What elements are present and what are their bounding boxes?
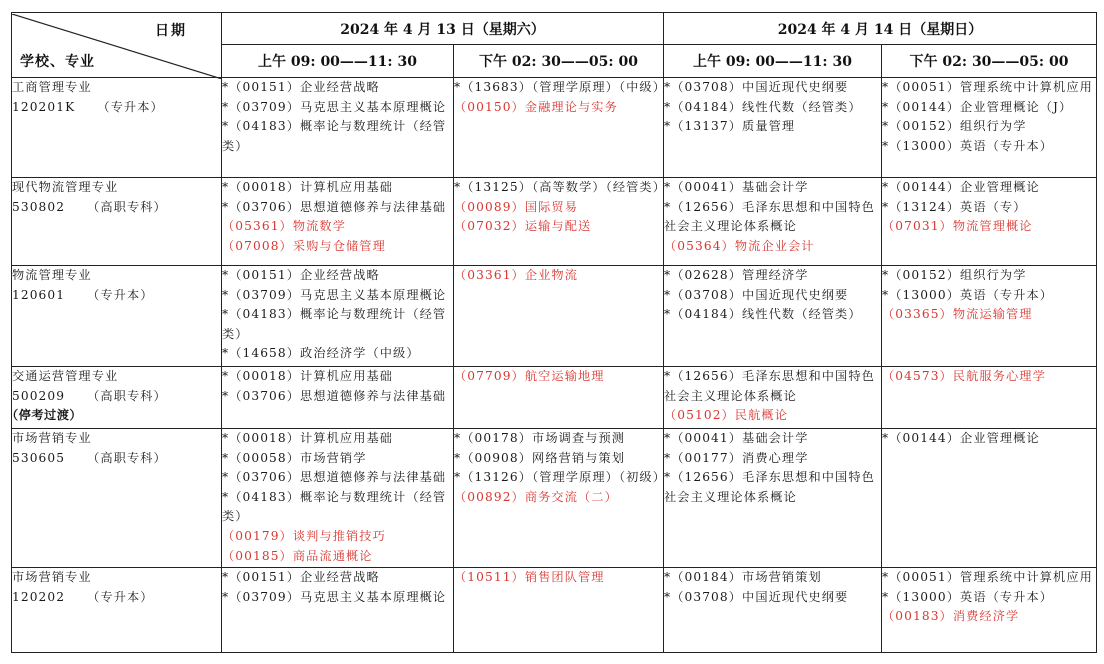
course-item-new: （00179）谈判与推销技巧 [222,528,386,543]
course-item: *（00144）企业管理概论 [882,180,1040,194]
major-code: 120201K [12,99,76,114]
course-item: *（00151）企业经营战略 [222,268,380,282]
course-item-new: （04573）民航服务心理学 [882,369,1046,383]
major-level: （高职专科） [87,450,167,465]
course-item: *（00051）管理系统中计算机应用 [882,80,1093,94]
session-cell [454,266,664,367]
course-item: *（03706）思想道德修养与法律基础 [222,199,447,214]
course-item: *（12656）毛泽东思想和中国特色社会主义理论体系概论 [664,470,875,504]
session-header: 上午 09: 00——11: 30 [222,45,454,78]
course-item-new: （00183）消费经济学 [882,609,1020,624]
course-item: *（00177）消费心理学 [664,450,809,465]
session-cell [222,367,454,429]
table-row [12,429,1097,568]
session-cell [664,568,882,653]
session-cell [664,78,882,178]
major-code-line [12,387,221,407]
course-item: *（04183）概率论与数理统计（经管类） [222,119,447,153]
course-item: *（00151）企业经营战略 [222,570,380,584]
major-name: 工商管理专业 [12,80,92,94]
course-item-new: （05364）物流企业会计 [664,238,815,253]
course-item: *（03708）中国近现代史纲要 [664,589,849,604]
session-cell [454,568,664,653]
table-row [12,266,1097,367]
major-name: 市场营销专业 [12,570,92,584]
course-item: *（13000）英语（专升本） [882,138,1054,153]
major-name: 市场营销专业 [12,431,92,445]
major-code: 120601 [12,287,66,302]
session-cell [882,266,1097,367]
course-item: *（00018）计算机应用基础 [222,180,394,194]
course-item: *（03709）马克思主义基本原理概论 [222,287,447,302]
major-code-line [12,588,221,608]
course-item: *（12656）毛泽东思想和中国特色社会主义理论体系概论 [664,199,875,234]
session-cell [222,266,454,367]
major-code-line [12,98,221,118]
course-item: *（03709）马克思主义基本原理概论 [222,99,447,114]
course-item-new: （07008）采购与仓储管理 [222,238,386,253]
session-cell [882,78,1097,178]
course-item: *（03709）马克思主义基本原理概论 [222,589,447,604]
major-level: （专升本） [97,99,164,114]
session-cell [222,568,454,653]
course-item: *（04183）概率论与数理统计（经管类） [222,307,447,341]
course-item: *（03708）中国近现代史纲要 [664,80,849,94]
session-cell [454,78,667,178]
session-cell [882,367,1097,429]
course-item: *（00018）计算机应用基础 [222,369,394,383]
course-item-new: （10511）销售团队管理 [454,570,605,584]
course-item-new: （05361）物流数学 [222,219,346,234]
table-row [12,367,1097,429]
major-cell [12,568,222,653]
major-cell [12,429,222,568]
exam-schedule-table [6,12,1097,653]
course-item: *（13000）英语（专升本） [882,589,1054,604]
major-name: 现代物流管理专业 [12,180,119,194]
major-code-line [12,449,221,469]
session-cell [664,367,882,429]
session-cell [882,429,1097,568]
course-item: *（02628）管理经济学 [664,268,809,282]
session-cell [454,429,667,568]
session-cell [454,367,664,429]
course-item: *（00151）企业经营战略 [222,80,380,94]
course-item: *（00144）企业管理概论 [882,431,1040,445]
major-cell [6,367,222,429]
table-row [12,178,1097,266]
day-header-1: 2024 年 4 月 13 日（星期六） [222,13,664,45]
course-item: *（04183）概率论与数理统计（经管类） [222,489,447,524]
course-item: *（13125）（高等数学）（经管类） [454,180,667,194]
course-item: *（13126）（管理学原理）（初级） [454,470,667,485]
session-cell [664,429,882,568]
course-item: *（00152）组织行为学 [882,119,1027,134]
session-cell [222,78,454,178]
major-name: 交通运营管理专业 [12,369,119,383]
course-item-new: （03365）物流运输管理 [882,307,1033,322]
suspension-note: （停考过渡） [6,408,83,423]
session-cell [222,178,454,266]
table-row [12,78,1097,178]
course-item: *（03706）思想道德修养与法律基础 [222,388,447,403]
course-item: *（00058）市场营销学 [222,450,367,465]
course-item: *（13137）质量管理 [664,119,796,134]
course-item: *（00041）基础会计学 [664,180,809,194]
session-header: 下午 02: 30——05: 00 [454,45,664,78]
major-cell [12,78,222,178]
course-item: *（13000）英语（专升本） [882,287,1054,302]
major-level: （高职专科） [87,388,167,403]
course-item: *（00152）组织行为学 [882,268,1027,282]
session-cell [882,178,1097,266]
session-cell [882,568,1097,653]
course-item: *（00908）网络营销与策划 [454,450,626,465]
course-item-new: （00185）商品流通概论 [222,548,373,563]
course-item: *（03708）中国近现代史纲要 [664,287,849,302]
corner-school-label: 学校、专业 [20,53,95,70]
table-row [12,568,1097,653]
course-item-new: （07031）物流管理概论 [882,219,1033,234]
session-cell [454,178,667,266]
course-item-new: （00150）金融理论与实务 [454,99,618,114]
major-code-line [12,286,221,306]
major-level: （专升本） [87,589,154,604]
course-item: *（00018）计算机应用基础 [222,431,394,445]
major-level: （专升本） [87,287,154,302]
session-cell [664,178,882,266]
course-item: *（00051）管理系统中计算机应用 [882,570,1093,584]
course-item-new: （07032）运输与配送 [454,219,592,234]
course-item-new: （00089）国际贸易 [454,199,578,214]
course-item-new: （05102）民航概论 [664,408,788,423]
session-cell [222,429,454,568]
major-name: 物流管理专业 [12,268,92,282]
major-level: （高职专科） [87,199,167,214]
corner-header [12,13,222,78]
session-header: 上午 09: 00——11: 30 [664,45,882,78]
course-item: *（00184）市场营销策划 [664,570,822,584]
course-item: *（03706）思想道德修养与法律基础 [222,470,447,485]
major-code: 530802 [12,199,66,214]
major-code: 530605 [12,450,66,465]
course-item-new: （07709）航空运输地理 [454,369,605,383]
major-cell [12,178,222,266]
course-item: *（13683）（管理学原理）（中级） [454,80,667,94]
course-item: *（00041）基础会计学 [664,431,809,445]
major-cell [12,266,222,367]
course-item: *（00144）企业管理概论（J） [882,99,1073,114]
course-item: *（12656）毛泽东思想和中国特色社会主义理论体系概论 [664,369,875,403]
course-item-new: （03361）企业物流 [454,268,578,282]
course-item: *（13124）英语（专） [882,199,1027,214]
major-code: 500209 [12,388,66,403]
course-item: *（00178）市场调查与预测 [454,431,626,445]
major-code-line [12,198,221,218]
course-item: *（14658）政治经济学（中级） [222,346,420,361]
course-item: *（04184）线性代数（经管类） [664,99,862,114]
session-header: 下午 02: 30——05: 00 [882,45,1097,78]
session-cell [664,266,882,367]
corner-date-label: 日期 [155,22,187,39]
course-item: *（04184）线性代数（经管类） [664,307,862,322]
day-header-2: 2024 年 4 月 14 日（星期日） [664,13,1097,45]
major-code: 120202 [12,589,66,604]
course-item-new: （00892）商务交流（二） [454,489,618,504]
